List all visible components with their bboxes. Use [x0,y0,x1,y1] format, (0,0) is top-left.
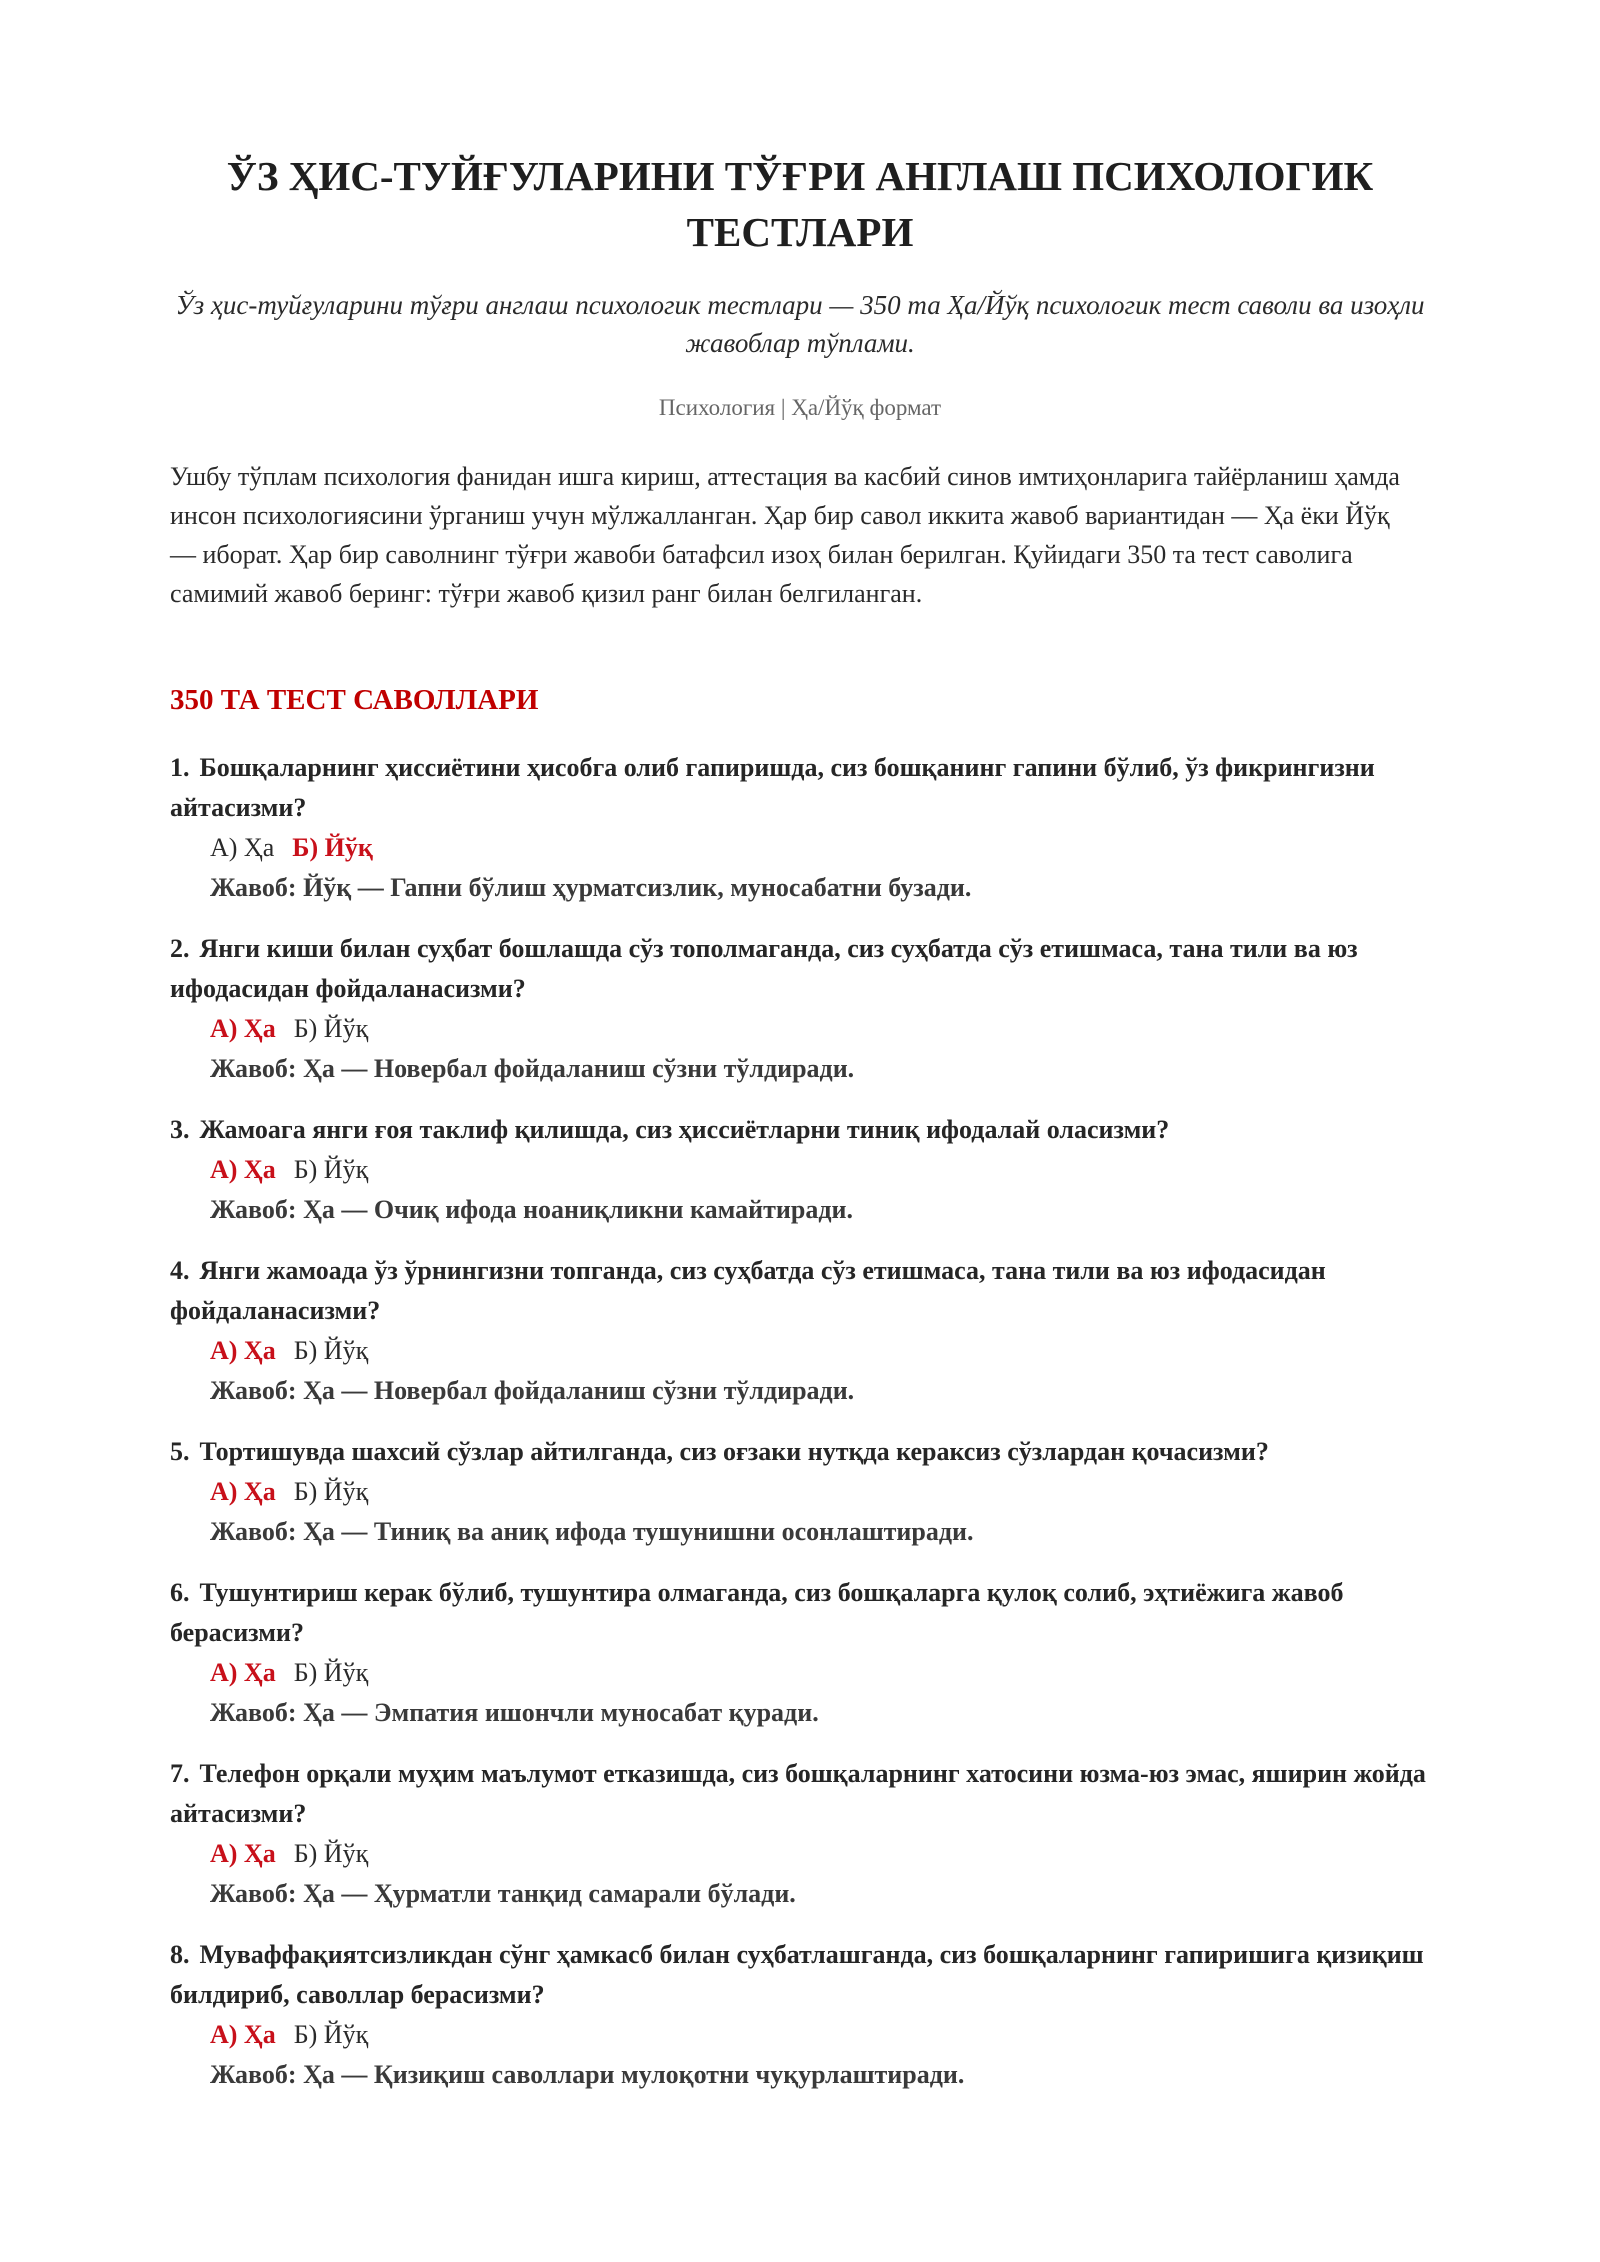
answer-explanation: Жавоб: Ҳа — Новербал фойдаланиш сўзни тўлдиради. [210,1376,855,1405]
question-text: Янги жамоада ўз ўрнингизни топганда, сиз суҳбатда сўз етишмаса, тана тили ва юз ифодасидан фойдаланасизми? [170,1256,1326,1325]
question-text: Тушунтириш керак бўлиб, тушунтира олмаганда, сиз бошқаларга қулоқ солиб, эҳтиёжига жавоб берасизми? [170,1578,1344,1647]
question-item [170,1935,1450,2095]
option-a: А) Ҳа [210,833,275,862]
question-text: Телефон орқали муҳим маълумот етказишда, сиз бошқаларнинг хатосини юзма-юз эмас, яширин жойда айтасизми? [170,1759,1426,1828]
question-text-line [170,1432,1450,1472]
question-text: Тортишувда шахсий сўзлар айтилганда, сиз оғзаки нутқда кераксиз сўзлардан қочасизми? [199,1437,1269,1466]
answer-options [210,1653,1450,1693]
question-text: Бошқаларнинг ҳиссиётини ҳисобга олиб гапиришда, сиз бошқанинг гапини бўлиб, ўз фикрингизни айтасизми? [170,753,1375,822]
answer-explanation: Жавоб: Ҳа — Қизиқиш саволлари мулоқотни чуқурлаштиради. [210,2060,965,2089]
document-meta: Психология | Ҳа/Йўқ формат [658,395,942,420]
option-b: Б) Йўқ [293,2020,369,2049]
option-a: А) Ҳа [210,1658,276,1687]
question-number: 4. [170,1256,190,1285]
question-text-line [170,1754,1450,1834]
option-a: А) Ҳа [210,1155,276,1184]
question-number: 8. [170,1940,190,1969]
question-list [170,748,1450,2116]
question-number: 3. [170,1115,190,1144]
document-subtitle: Ўз ҳис-туйғуларини тўғри англаш психологик тестлари — 350 та Ҳа/Йўқ психологик тест саволи ва изоҳли жавоблар тўплами. [175,290,1425,358]
question-item [170,929,1450,1089]
question-text: Муваффақиятсизликдан сўнг ҳамкасб билан суҳбатлашганда, сиз бошқаларнинг гапиришига қизиқиш билдириб, саволлар берасизми? [170,1940,1424,2009]
question-number: 1. [170,753,190,782]
answer-options [210,2015,1450,2055]
question-item [170,1754,1450,1914]
question-text-line [170,748,1450,828]
question-item [170,1573,1450,1733]
answer-explanation: Жавоб: Ҳа — Ҳурматли танқид самарали бўлади. [210,1879,796,1908]
question-item [170,1251,1450,1411]
section-heading: 350 ТА ТЕСТ САВОЛЛАРИ [170,684,539,716]
option-a: А) Ҳа [210,1336,276,1365]
question-number: 5. [170,1437,190,1466]
answer-explanation: Жавоб: Ҳа — Эмпатия ишончли муносабат қуради. [210,1698,819,1727]
question-text: Жамоага янги ғоя таклиф қилишда, сиз ҳиссиётларни тиниқ ифодалай оласизми? [199,1115,1170,1144]
option-b: Б) Йўқ [293,1658,369,1687]
question-text-line [170,929,1450,1009]
option-b: Б) Йўқ [293,1155,369,1184]
option-a: А) Ҳа [210,2020,276,2049]
answer-explanation: Жавоб: Йўқ — Гапни бўлиш ҳурматсизлик, муносабатни бузади. [210,873,972,902]
answer-options [210,1472,1450,1512]
answer-options [210,1331,1450,1371]
document-title: ЎЗ ҲИС-ТУЙҒУЛАРИНИ ТЎҒРИ АНГЛАШ ПСИХОЛОГИК ТЕСТЛАРИ [226,153,1374,255]
option-b: Б) Йўқ [293,1839,369,1868]
option-b: Б) Йўқ [292,833,373,862]
question-item [170,1110,1450,1230]
question-number: 2. [170,934,190,963]
question-text-line [170,1251,1450,1331]
option-b: Б) Йўқ [293,1336,369,1365]
intro-paragraph: Ушбу тўплам психология фанидан ишга кириш, аттестация ва касбий синов имтиҳонларига тайёрланиш ҳамда инсон психологиясини ўрганиш учун мўлжалланган. Ҳар бир савол иккита жавоб вариантидан — Ҳа ёки Йўқ — иборат. Ҳар бир саволнинг тўғри жавоби батафсил изоҳ билан берилган. Қуйидаги 350 та тест саволига самимий жавоб беринг: тўғри жавоб қизил ранг билан белгиланган. [170,462,1400,608]
question-item [170,748,1450,908]
question-text-line [170,1935,1450,2015]
answer-options [210,1150,1450,1190]
question-text-line [170,1110,1450,1150]
answer-options [210,1009,1450,1049]
question-text: Янги киши билан суҳбат бошлашда сўз тополмаганда, сиз суҳбатда сўз етишмаса, тана тили ва юз ифодасидан фойдаланасизми? [170,934,1358,1003]
answer-explanation: Жавоб: Ҳа — Очиқ ифода ноаниқликни камайтиради. [210,1195,853,1224]
answer-explanation: Жавоб: Ҳа — Новербал фойдаланиш сўзни тўлдиради. [210,1054,855,1083]
question-text-line [170,1573,1450,1653]
option-a: А) Ҳа [210,1477,276,1506]
option-b: Б) Йўқ [293,1014,369,1043]
option-b: Б) Йўқ [293,1477,369,1506]
option-a: А) Ҳа [210,1839,276,1868]
question-item [170,1432,1450,1552]
question-number: 6. [170,1578,190,1607]
answer-options [210,1834,1450,1874]
option-a: А) Ҳа [210,1014,276,1043]
answer-explanation: Жавоб: Ҳа — Тиниқ ва аниқ ифода тушунишни осонлаштиради. [210,1517,974,1546]
answer-options [210,828,1450,868]
question-number: 7. [170,1759,190,1788]
